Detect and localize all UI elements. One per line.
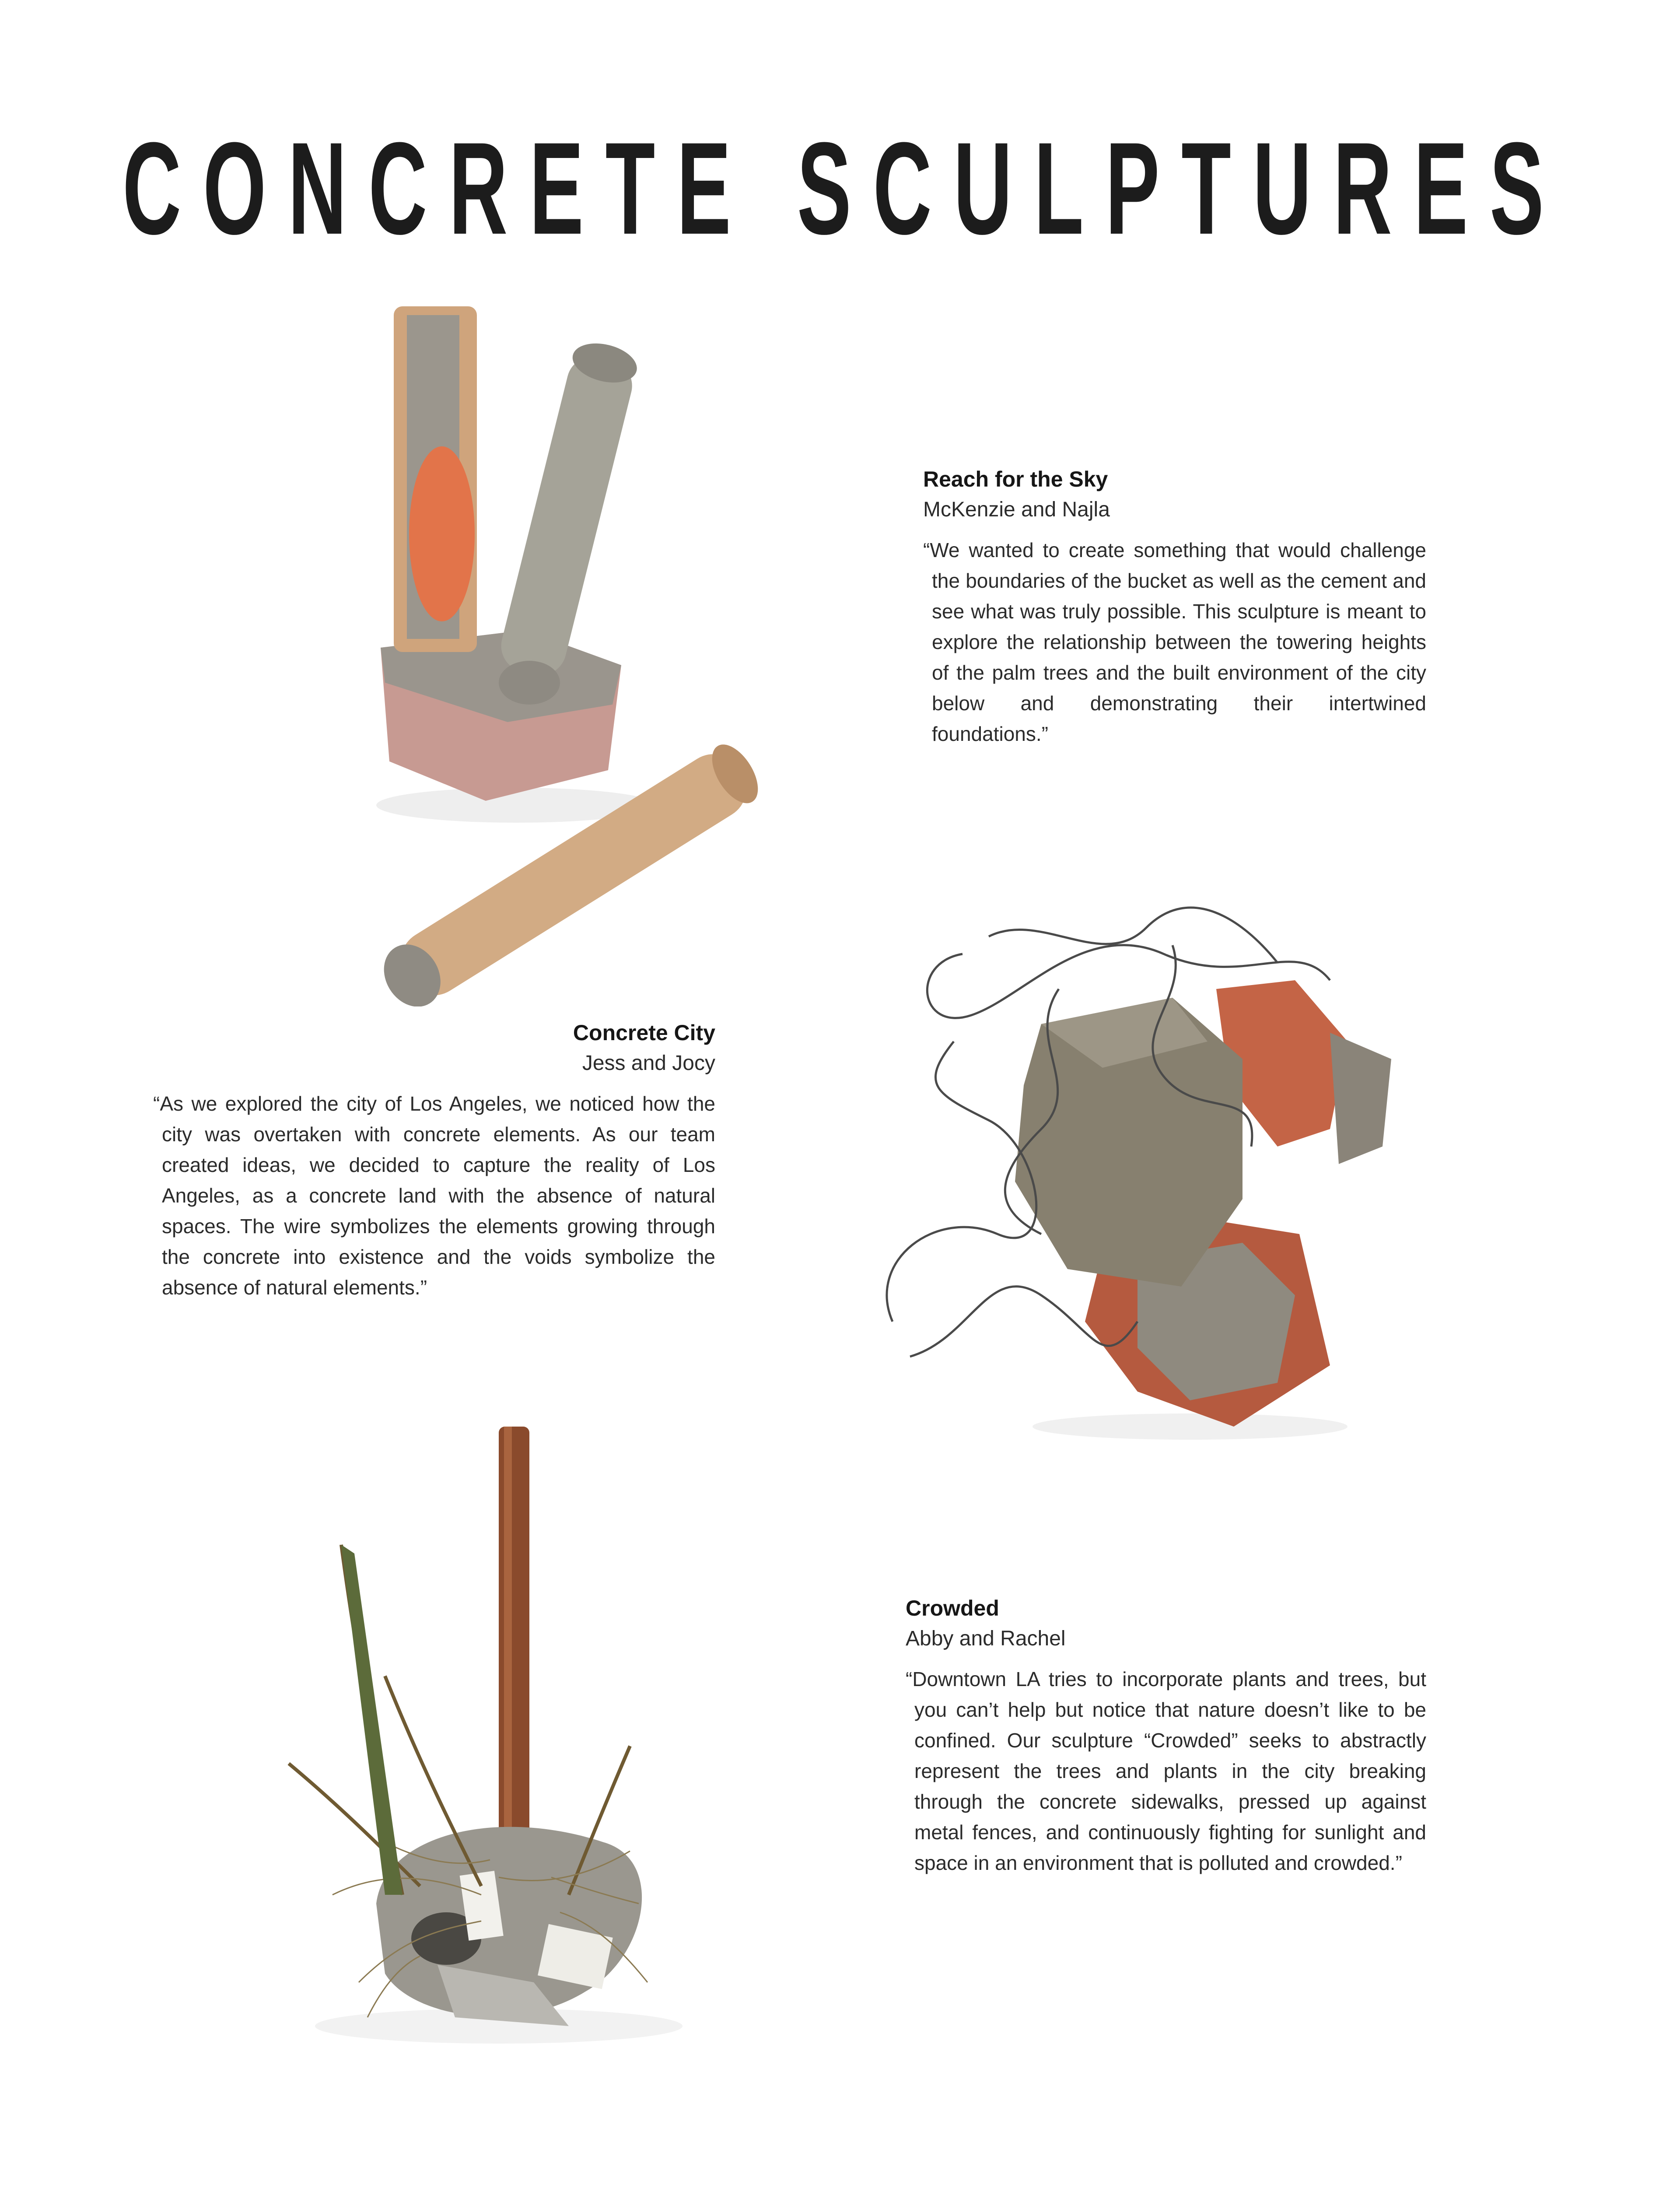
caption-quote: “We wanted to create something that would challenge the boundaries of the bucket as well as the cement and see what was truly possible. This sculpture is meant to explore the relationship between the towering heights of the palm trees and the built environment of the city below and demonstrating their intertwined foundations.” — [923, 539, 1426, 745]
crowded-illustration — [254, 1413, 875, 2114]
page-title: CONCRETE SCULPTURES — [122, 115, 1566, 262]
sculpture-photo-reach-for-the-sky — [341, 289, 779, 1006]
sculpture-photo-concrete-city — [858, 901, 1435, 1444]
caption-concrete-city — [153, 1017, 715, 1303]
caption-reach-for-the-sky — [923, 464, 1426, 749]
caption-title: Crowded — [906, 1596, 999, 1620]
caption-quote: “As we explored the city of Los Angeles, we noticed how the city was overtaken with concrete elements. As our team created ideas, we decided to capture the reality of Los Angeles, as a concrete land with the absence of natural spaces. The wire symbolizes the elements growing through the concrete into existence and the voids symbolize the absence of natural elements.” — [153, 1092, 715, 1299]
caption-authors: Abby and Rachel — [906, 1627, 1066, 1650]
caption-title: Reach for the Sky — [923, 467, 1108, 491]
reach-for-the-sky-illustration — [341, 289, 779, 1006]
caption-crowded — [906, 1593, 1426, 1878]
concrete-city-illustration — [858, 901, 1435, 1444]
caption-title: Concrete City — [573, 1020, 715, 1045]
sculpture-photo-crowded — [254, 1413, 875, 2114]
caption-authors: McKenzie and Najla — [923, 498, 1110, 521]
caption-authors: Jess and Jocy — [582, 1052, 715, 1075]
caption-quote: “Downtown LA tries to incorporate plants and trees, but you can’t help but notice that nature doesn’t like to be confined. Our sculpture “Crowded” seeks to abstractly represent the trees and plants in the city breaking through the concrete sidewalks, pressed up against metal fences, and continuously fighting for sunlight and space in an environment that is polluted and crowded.” — [906, 1668, 1426, 1874]
